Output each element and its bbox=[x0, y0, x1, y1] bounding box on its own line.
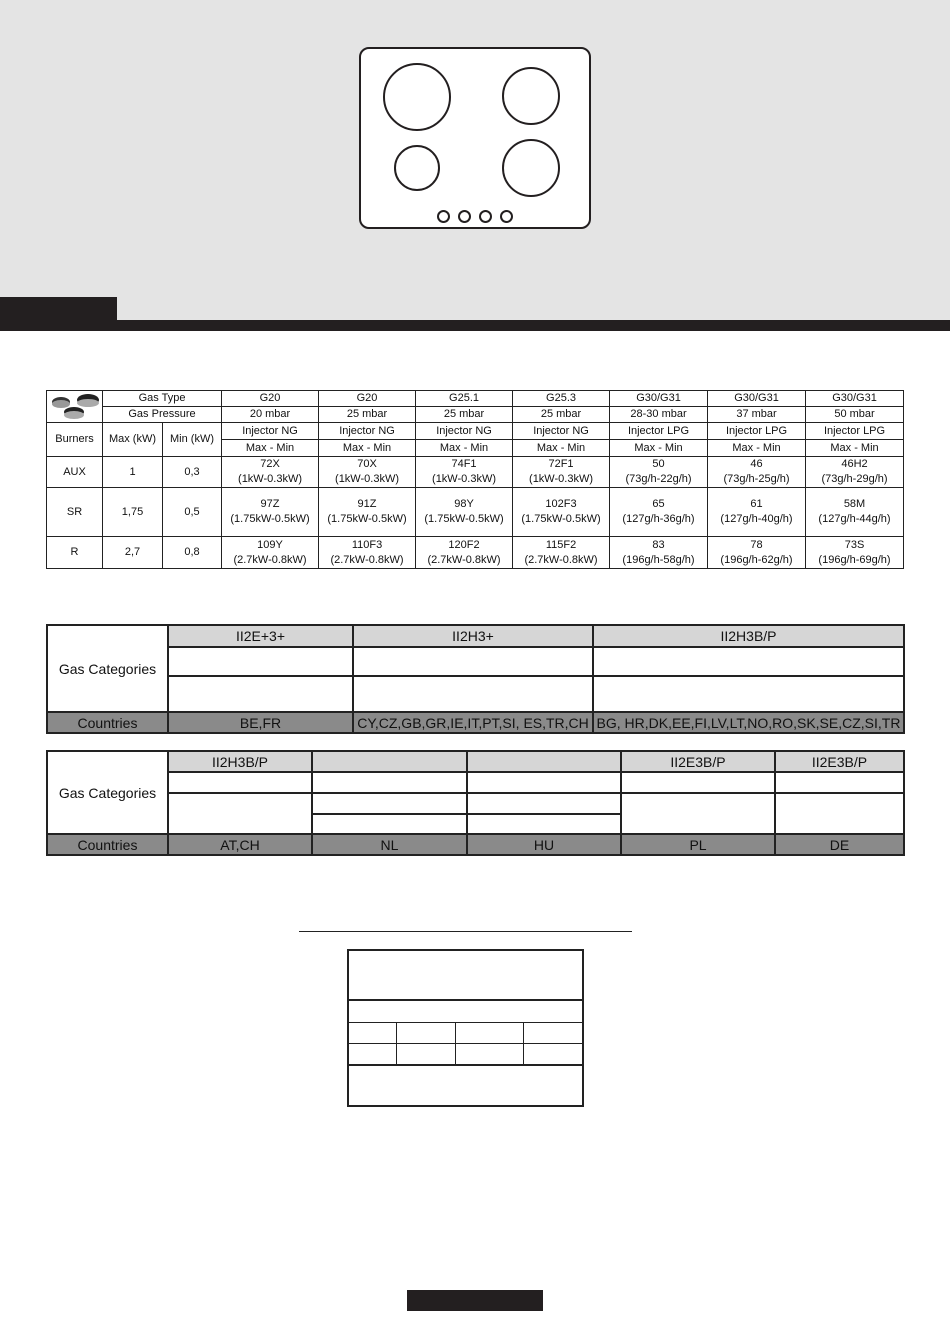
injector-table bbox=[46, 390, 904, 569]
section-tab bbox=[0, 297, 117, 321]
injector-cell bbox=[513, 457, 610, 488]
injector-cell bbox=[806, 457, 904, 488]
divider bbox=[523, 1022, 524, 1065]
burner-burner: AUX bbox=[47, 457, 103, 488]
category-header: II2H3B/P bbox=[593, 625, 904, 647]
countries-cell: NL bbox=[312, 834, 467, 855]
injector-code: 91Z bbox=[357, 498, 377, 510]
injector-cell bbox=[708, 457, 806, 488]
injector-code: 46 bbox=[750, 458, 763, 470]
column-gas: G25.1 bbox=[416, 391, 513, 407]
injector-range: (196g/h-58g/h) bbox=[622, 553, 695, 566]
countries-cell: CY,CZ,GB,GR,IE,IT,PT,SI, ES,TR,CH bbox=[353, 712, 593, 733]
injector-code: 120F2 bbox=[448, 538, 480, 551]
hob-diagram bbox=[359, 47, 591, 229]
gas-categories-label: Gas Categories bbox=[47, 751, 168, 834]
rating-label-box bbox=[347, 949, 584, 1107]
injector-code: 74F1 bbox=[451, 458, 477, 470]
divider bbox=[396, 1022, 397, 1065]
injector-range: (127g/h-44g/h) bbox=[818, 513, 891, 525]
column-injector: Injector NG bbox=[416, 423, 513, 440]
injector-range: (196g/h-62g/h) bbox=[720, 553, 793, 566]
countries-cell: AT,CH bbox=[168, 834, 312, 855]
countries-cell: BE,FR bbox=[168, 712, 353, 733]
category-header bbox=[312, 751, 467, 772]
injector-cell bbox=[416, 537, 513, 569]
gas-categories-table-2 bbox=[46, 750, 905, 856]
injector-code: 70X bbox=[357, 458, 377, 470]
injector-cell bbox=[319, 488, 416, 537]
injector-cell bbox=[610, 537, 708, 569]
injector-cell bbox=[610, 488, 708, 537]
knob-icon bbox=[437, 210, 450, 223]
gas-burners-icon bbox=[49, 392, 101, 422]
burner-burner: SR bbox=[47, 488, 103, 537]
burner-large-icon bbox=[383, 63, 451, 131]
category-header bbox=[467, 751, 621, 772]
injector-cell bbox=[319, 537, 416, 569]
injector-code: 72X bbox=[260, 458, 280, 470]
injector-code: 102F3 bbox=[545, 498, 577, 510]
injector-range: (2.7kW-0.8kW) bbox=[524, 553, 598, 566]
injector-range: (127g/h-40g/h) bbox=[720, 513, 793, 525]
column-range: Max - Min bbox=[319, 440, 416, 457]
injector-range: (196g/h-69g/h) bbox=[818, 553, 891, 566]
burner-row bbox=[47, 537, 904, 569]
knob-icon bbox=[500, 210, 513, 223]
column-gas: G20 bbox=[319, 391, 416, 407]
countries-cell: PL bbox=[621, 834, 775, 855]
column-pressure: 20 mbar bbox=[222, 407, 319, 423]
column-injector: Injector LPG bbox=[610, 423, 708, 440]
burner-max: 1 bbox=[103, 457, 163, 488]
column-range: Max - Min bbox=[610, 440, 708, 457]
injector-range: (73g/h-22g/h) bbox=[625, 473, 692, 485]
column-gas: G20 bbox=[222, 391, 319, 407]
column-pressure: 25 mbar bbox=[513, 407, 610, 423]
category-header: II2E3B/P bbox=[621, 751, 775, 772]
injector-code: 65 bbox=[652, 498, 665, 510]
column-pressure: 50 mbar bbox=[806, 407, 904, 423]
injector-code: 110F3 bbox=[351, 538, 383, 551]
injector-range: (127g/h-36g/h) bbox=[622, 513, 695, 525]
injector-cell bbox=[806, 537, 904, 569]
injector-code: 58M bbox=[843, 498, 866, 510]
column-range: Max - Min bbox=[416, 440, 513, 457]
category-header: II2E+3+ bbox=[168, 625, 353, 647]
injector-range: (2.7kW-0.8kW) bbox=[427, 553, 501, 566]
gas-categories-label: Gas Categories bbox=[47, 625, 168, 712]
injector-cell bbox=[708, 488, 806, 537]
column-pressure: 37 mbar bbox=[708, 407, 806, 423]
column-injector: Injector NG bbox=[513, 423, 610, 440]
header-band bbox=[0, 320, 950, 331]
burner-max: 1,75 bbox=[103, 488, 163, 537]
column-range: Max - Min bbox=[222, 440, 319, 457]
injector-code: 46H2 bbox=[841, 458, 868, 470]
injector-range: (73g/h-25g/h) bbox=[723, 473, 790, 485]
countries-label: Countries bbox=[47, 712, 168, 733]
injector-cell bbox=[416, 457, 513, 488]
injector-code: 97Z bbox=[260, 498, 280, 510]
injector-cell bbox=[222, 537, 319, 569]
column-injector: Injector NG bbox=[319, 423, 416, 440]
injector-range: (1kW-0.3kW) bbox=[529, 473, 593, 485]
gas-pressure-label: Gas Pressure bbox=[103, 407, 222, 423]
injector-range: (1kW-0.3kW) bbox=[432, 473, 496, 485]
burner-max: 2,7 bbox=[103, 537, 163, 569]
divider bbox=[455, 1022, 456, 1065]
category-header: II2H3+ bbox=[353, 625, 593, 647]
injector-code: 61 bbox=[750, 498, 763, 510]
injector-range: (1kW-0.3kW) bbox=[335, 473, 399, 485]
injector-cell bbox=[319, 457, 416, 488]
injector-cell bbox=[222, 488, 319, 537]
column-pressure: 25 mbar bbox=[319, 407, 416, 423]
column-pressure: 25 mbar bbox=[416, 407, 513, 423]
column-gas: G25.3 bbox=[513, 391, 610, 407]
category-header: II2E3B/P bbox=[775, 751, 904, 772]
injector-range: (1.75kW-0.5kW) bbox=[521, 513, 601, 525]
column-pressure: 28-30 mbar bbox=[610, 407, 708, 423]
injector-range: (1.75kW-0.5kW) bbox=[327, 513, 407, 525]
injector-cell bbox=[610, 457, 708, 488]
burner-image-cell bbox=[47, 391, 103, 423]
column-gas: G30/G31 bbox=[806, 391, 904, 407]
signature-line bbox=[299, 931, 632, 932]
injector-code: 109Y bbox=[257, 538, 283, 551]
burner-small-icon bbox=[394, 145, 440, 191]
burner-row bbox=[47, 488, 904, 537]
injector-range: (73g/h-29g/h) bbox=[821, 473, 888, 485]
column-injector: Injector LPG bbox=[806, 423, 904, 440]
burner-min: 0,3 bbox=[163, 457, 222, 488]
column-injector: Injector NG bbox=[222, 423, 319, 440]
divider bbox=[349, 1022, 582, 1023]
burner-medium-icon bbox=[502, 67, 560, 125]
countries-cell: DE bbox=[775, 834, 904, 855]
injector-cell bbox=[513, 488, 610, 537]
min-label: Min (kW) bbox=[163, 423, 222, 457]
injector-range: (1kW-0.3kW) bbox=[238, 473, 302, 485]
injector-cell bbox=[513, 537, 610, 569]
injector-code: 73S bbox=[844, 538, 865, 551]
injector-code: 98Y bbox=[454, 498, 474, 510]
injector-cell bbox=[222, 457, 319, 488]
burner-medium-icon bbox=[502, 139, 560, 197]
injector-code: 78 bbox=[750, 538, 763, 551]
column-gas: G30/G31 bbox=[708, 391, 806, 407]
burner-row bbox=[47, 457, 904, 488]
divider bbox=[349, 1064, 582, 1066]
gas-categories-table-1 bbox=[46, 624, 905, 734]
injector-range: (2.7kW-0.8kW) bbox=[233, 553, 307, 566]
injector-code: 50 bbox=[652, 458, 665, 470]
column-range: Max - Min bbox=[513, 440, 610, 457]
injector-cell bbox=[416, 488, 513, 537]
knob-icon bbox=[479, 210, 492, 223]
burners-label: Burners bbox=[47, 423, 103, 457]
divider bbox=[349, 1043, 582, 1044]
category-header: II2H3B/P bbox=[168, 751, 312, 772]
injector-cell bbox=[708, 537, 806, 569]
column-range: Max - Min bbox=[806, 440, 904, 457]
countries-cell: BG, HR,DK,EE,FI,LV,LT,NO,RO,SK,SE,CZ,SI,TR bbox=[593, 712, 904, 733]
knob-icon bbox=[458, 210, 471, 223]
injector-code: 72F1 bbox=[548, 458, 574, 470]
gas-type-label: Gas Type bbox=[103, 391, 222, 407]
injector-cell bbox=[806, 488, 904, 537]
column-injector: Injector LPG bbox=[708, 423, 806, 440]
divider bbox=[349, 999, 582, 1001]
countries-cell: HU bbox=[467, 834, 621, 855]
column-range: Max - Min bbox=[708, 440, 806, 457]
max-label: Max (kW) bbox=[103, 423, 163, 457]
page-footer-bar bbox=[407, 1290, 543, 1311]
countries-label: Countries bbox=[47, 834, 168, 855]
burner-min: 0,5 bbox=[163, 488, 222, 537]
injector-range: (1.75kW-0.5kW) bbox=[230, 513, 310, 525]
burner-burner: R bbox=[47, 537, 103, 569]
burner-min: 0,8 bbox=[163, 537, 222, 569]
injector-range: (2.7kW-0.8kW) bbox=[330, 553, 404, 566]
column-gas: G30/G31 bbox=[610, 391, 708, 407]
injector-code: 83 bbox=[652, 538, 665, 551]
injector-range: (1.75kW-0.5kW) bbox=[424, 513, 504, 525]
injector-code: 115F2 bbox=[545, 538, 577, 551]
